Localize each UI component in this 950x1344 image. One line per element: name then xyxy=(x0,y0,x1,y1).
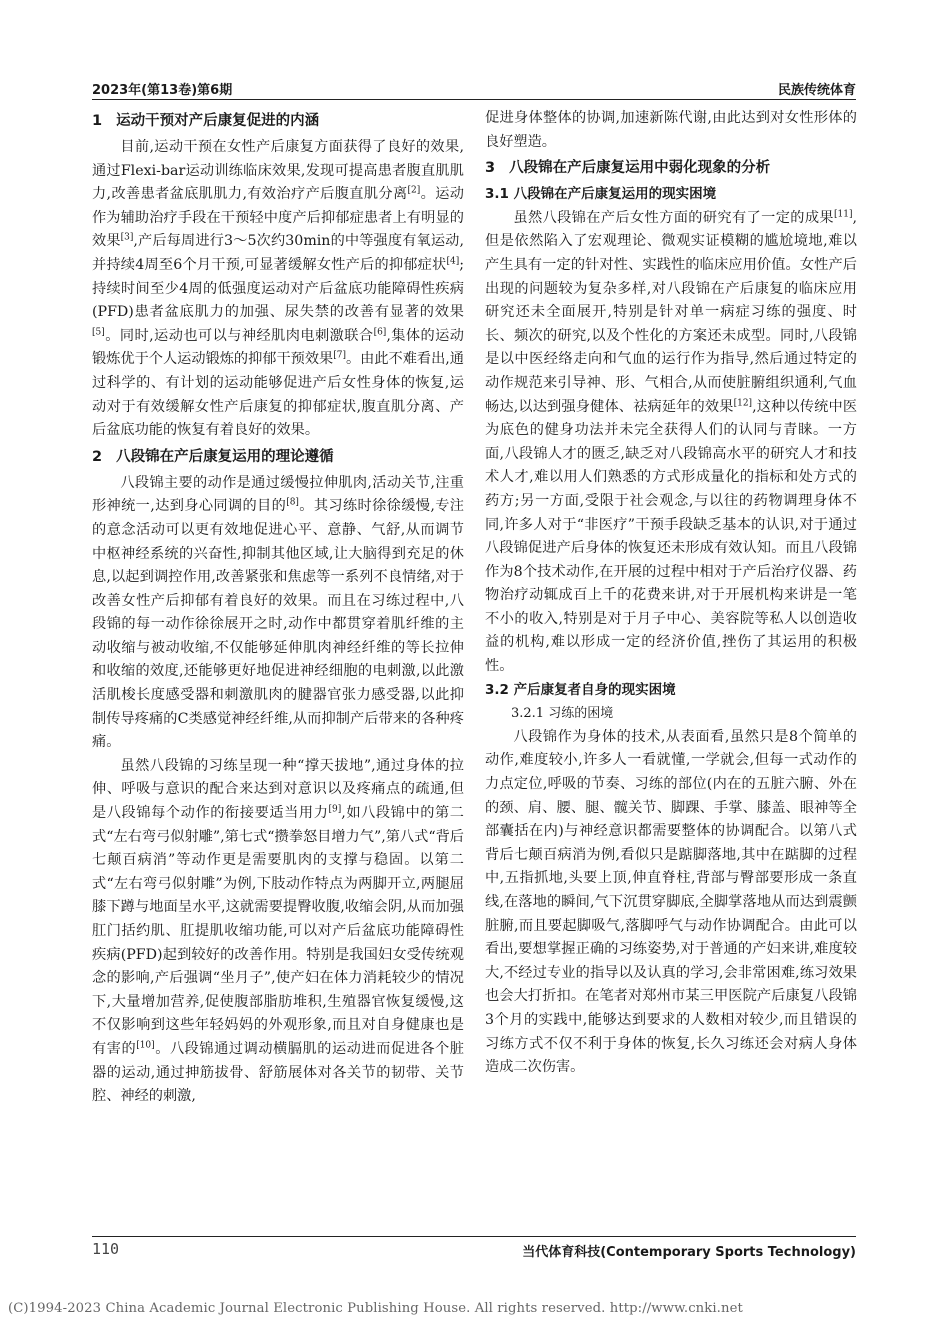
text-run: 。同时,运动也可以与神经肌肉电刺激联合 xyxy=(104,327,374,344)
section-3-heading xyxy=(485,154,857,183)
page-number: 110 xyxy=(92,1240,120,1258)
citation: [11] xyxy=(834,209,853,220)
citation: [8] xyxy=(286,497,299,508)
section-number: 2 xyxy=(92,448,103,465)
section-number: 1 xyxy=(92,113,103,129)
subsection-3-1-heading: 3.1 八段锦在产后康复运用的现实困境 xyxy=(485,186,717,203)
subsection-3-2-heading: 3.2 产后康复者自身的现实困境 xyxy=(485,681,676,698)
citation: [10] xyxy=(136,1040,155,1051)
citation: [9] xyxy=(328,804,342,815)
text-run: 虽然八段锦的习练呈现一种“撑天拔地”,通过身体的拉伸、呼吸与意识的配合来达到对意识以及疼痛点的疏通,但是八段锦每个动作的衔接要适当用力 xyxy=(92,757,464,822)
journal-issue: 2023年(第13卷)第6期 xyxy=(92,83,233,98)
text-run: 。由此不难看出,通过科学的、有计划的运动能够促进产后女性身体的恢复,运动对于有效缓解女性产后康复的抑郁症状,腹直肌分离、产后盆底功能的恢复有着良好的效果。 xyxy=(92,351,464,439)
section-title: 运动干预对产后康复促进的内涵 xyxy=(116,113,320,129)
section-2-heading xyxy=(92,443,464,472)
citation: [3] xyxy=(120,232,134,243)
left-column xyxy=(92,107,464,1109)
footer-rule xyxy=(92,1236,856,1237)
text-run: ,集体的运动锻炼优于个人运动锻炼的抑郁干预效果 xyxy=(92,327,464,368)
header-rule xyxy=(92,99,856,100)
text-run: ,产后每周进行3～5次约30min的中等强度有氧运动,并持续4周至6个月干预,可显著缓解女性产后的抑郁症状 xyxy=(92,233,464,273)
citation: [4] xyxy=(446,256,460,267)
citation: [7] xyxy=(333,350,346,361)
journal-name: 当代体育科技(Contemporary Sports Technology) xyxy=(522,1245,856,1260)
text-run: 。运动作为辅助治疗手段在干预轻中度产后抑郁症患者上有明显的效果 xyxy=(92,186,464,250)
copyright-notice: (C)1994-2023 China Academic Journal Electronic Publishing House. All rights reserved. http://www.cnki.net xyxy=(8,1301,743,1316)
section-title: 八段锦在产后康复运用中弱化现象的分析 xyxy=(509,160,771,177)
paragraph xyxy=(92,472,464,755)
citation: [6] xyxy=(373,327,387,338)
section-name: 民族传统体育 xyxy=(777,83,856,98)
subsection-3-2-1-heading: 3.2.1 习练的困境 xyxy=(511,706,614,722)
paragraph xyxy=(92,136,464,443)
text-run: 八段锦主要的动作是通过缓慢拉伸肌肉,活动关节,注重形神统一,达到身心同调的目的 xyxy=(92,474,464,515)
text-run: ,这种以传统中医为底色的健身功法并未完全获得人们的认同与青睐。一方面,八段锦人才的匮乏,缺乏对八段锦高水平的研究人才和技术人才,难以用人们熟悉的方式形成量化的指标和处方式的药方;另一方面,受限于社会观念,与以往的药物调理身体不同,许多人对于“非医疗”干预手段缺乏基本的认识,对于通过八段锦促进产后身体的恢复还未形成有效认知。而且八段锦作为8个技术动作,在开展的过程中相对于产后治疗仪器、药物治疗动辄成百上千的花费来讲,对于开展机构来讲是一笔不小的收入,特别是对于月子中心、美容院等私人以创造收益的机构,难以形成一定的经济价值,挫伤了其运用的积极性。 xyxy=(485,398,858,675)
text-run: ;持续时间至少4周的低强度运动对产后盆底功能障碍性疾病(PFD)患者盆底肌力的加强、尿失禁的改善有显著的效果 xyxy=(92,256,464,321)
text-run: 。其习练时徐徐缓慢,专注的意念活动可以更有效地促进心平、意静、气舒,从而调节中枢神经系统的兴奋性,抑制其他区域,让大脑得到充足的休息,以起到调控作用,改善紧张和焦虑等一系列不良情绪,对于改善女性产后抑郁有着良好的效果。而且在习练过程中,八段锦的每一动作徐徐展开之时,动作中都贯穿着肌纤维的主动收缩与被动收缩,不仅能够延伸肌肉神经纤维的等长拉伸和收缩的效度,还能够更好地促进神经细胞的电刺激,以此激活肌梭长度感受器和刺激肌肉的腱器官张力感受器,以此抑制传导疼痛的C类感觉神经纤维,从而抑制产后带来的各种疼痛。 xyxy=(92,498,464,751)
paragraph xyxy=(92,755,464,1109)
text-run: ,如八段锦中的第二式“左右弯弓似射雕”,第七式“攒拳怒目增力气”,第八式“背后七颠百病消”等动作更是需要肌肉的支撑与稳固。以第二式“左右弯弓似射雕”为例,下肢动作特点为两脚开立,两腿屈膝下蹲与地面呈水平,这就需要提臀收腹,收缩会阴,从而加强肛门括约肌、肛提肌收缩功能,可以对产后盆底功能障碍性疾病(PFD)起到较好的改善作用。特别是我国妇女受传统观念的影响,产后强调“坐月子”,使产妇在体力消耗较少的情况下,大量增加营养,促使腹部脂肪堆积,生殖器官恢复缓慢,这不仅影响到这些年轻妈妈的外观形象,而且对自身健康也是有害的 xyxy=(92,805,464,1057)
citation: [5] xyxy=(92,327,105,338)
paragraph: 八段锦作为身体的技术,从表面看,虽然只是8个简单的动作,难度较小,许多人一看就懂,一学就会,但每一式动作的力点定位,呼吸的节奏、习练的部位(内在的五脏六腑、外在的颈、肩、腰、腿、髋关节、脚踝、手掌、膝盖、眼神等全部囊括在内)与神经意识都需要整体的协调配合。以第八式背后七颠百病消为例,看似只是踮脚落地,其中在踮脚的过程中,五指抓地,头要上顶,伸直脊柱,背部与臀部要形成一条直线,在落地的瞬间,气下沉贯穿脚底,全脚掌落地从而达到震颤脏腑,而且要起脚吸气,落脚呼气与动作协调配合。由此可以看出,要想掌握正确的习练姿势,对于普通的产妇来讲,难度较大,不经过专业的指导以及认真的学习,会非常困难,练习效果也会大打折扣。在笔者对郑州市某三甲医院产后康复八段锦3个月的实践中,能够达到要求的人数相对较少,而且错误的习练方式不仅不利于身体的恢复,长久习练还会对病人身体造成二次伤害。 xyxy=(485,728,857,1076)
citation: [2] xyxy=(407,185,421,196)
section-1-heading xyxy=(92,107,464,136)
section-number: 3 xyxy=(485,160,496,177)
citation: [12] xyxy=(733,397,753,408)
paragraph-continuation: 促进身体整体的协调,加速新陈代谢,由此达到对女性形体的良好塑造。 xyxy=(485,110,857,150)
text-run: 。八段锦通过调动横膈肌的运动进而促进各个脏器的运动,通过抻筋拔骨、舒筋展体对各关节的韧带、关节腔、神经的刺激, xyxy=(92,1040,464,1105)
text-run: 目前,运动干预在女性产后康复方面获得了良好的效果,通过Flexi-bar运动训练临床效果,发现可提高患者腹直肌肌力,改善患者盆底肌肌力,有效治疗产后腹直肌分离 xyxy=(92,139,464,203)
right-column xyxy=(485,107,857,1080)
section-title: 八段锦在产后康复运用的理论遵循 xyxy=(116,448,334,465)
text-run: ,但是依然陷入了宏观理论、微观实证模糊的尴尬境地,难以产生具有一定的针对性、实践性的临床应用价值。女性产后出现的问题较为复杂多样,对八段锦在产后康复的临床应用研究还未全面展开,特别是针对单一病症习练的强度、时长、频次的研究,以及个性化的方案还未成型。同时,八段锦是以中医经络走向和气血的运行作为指导,然后通过特定的动作规范来引导神、形、气相合,从而使脏腑组织通利,气血畅达,以达到强身健体、祛病延年的效果 xyxy=(485,209,857,415)
text-run: 虽然八段锦在产后女性方面的研究有了一定的成果 xyxy=(513,209,834,226)
paragraph xyxy=(485,207,857,679)
